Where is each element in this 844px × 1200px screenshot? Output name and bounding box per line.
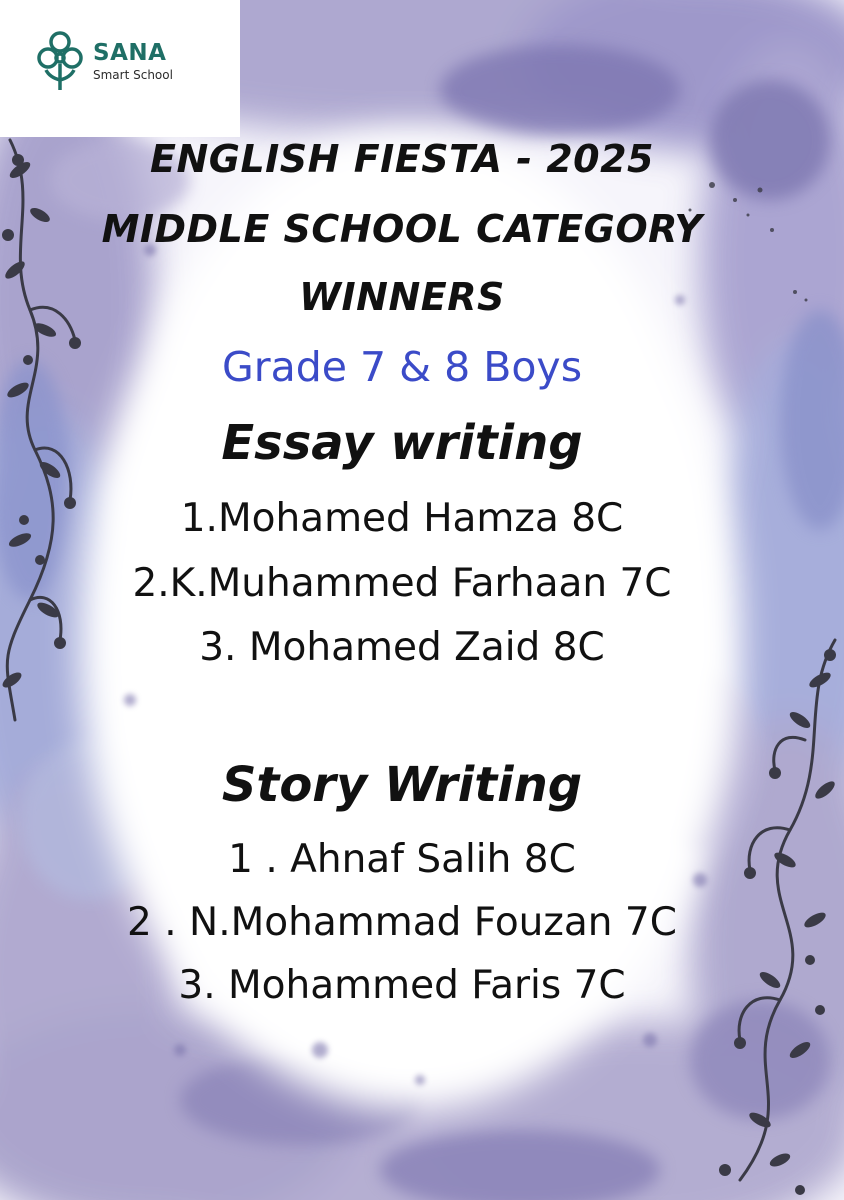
winner-item: 2.K.Muhammed Farhaan 7C bbox=[132, 561, 672, 606]
winner-item: 3. Mohamed Zaid 8C bbox=[199, 625, 605, 670]
logo-tagline: Smart School bbox=[93, 68, 173, 82]
school-logo bbox=[0, 0, 240, 137]
section-title-story: Story Writing bbox=[221, 757, 583, 813]
logo-name: SANA bbox=[93, 40, 167, 66]
title-line-1: ENGLISH FIESTA - 2025 bbox=[150, 137, 654, 181]
winner-item: 2 . N.Mohammad Fouzan 7C bbox=[127, 900, 677, 945]
winner-item: 1 . Ahnaf Salih 8C bbox=[228, 837, 576, 882]
winner-item: 1.Mohamed Hamza 8C bbox=[180, 496, 624, 541]
title-line-3: WINNERS bbox=[299, 275, 505, 319]
section-title-essay: Essay writing bbox=[221, 415, 583, 471]
clover-leaf-icon bbox=[36, 30, 84, 94]
title-line-2: MIDDLE SCHOOL CATEGORY bbox=[101, 207, 703, 251]
winner-item: 3. Mohammed Faris 7C bbox=[178, 963, 626, 1008]
category-subtitle: Grade 7 & 8 Boys bbox=[221, 343, 583, 391]
